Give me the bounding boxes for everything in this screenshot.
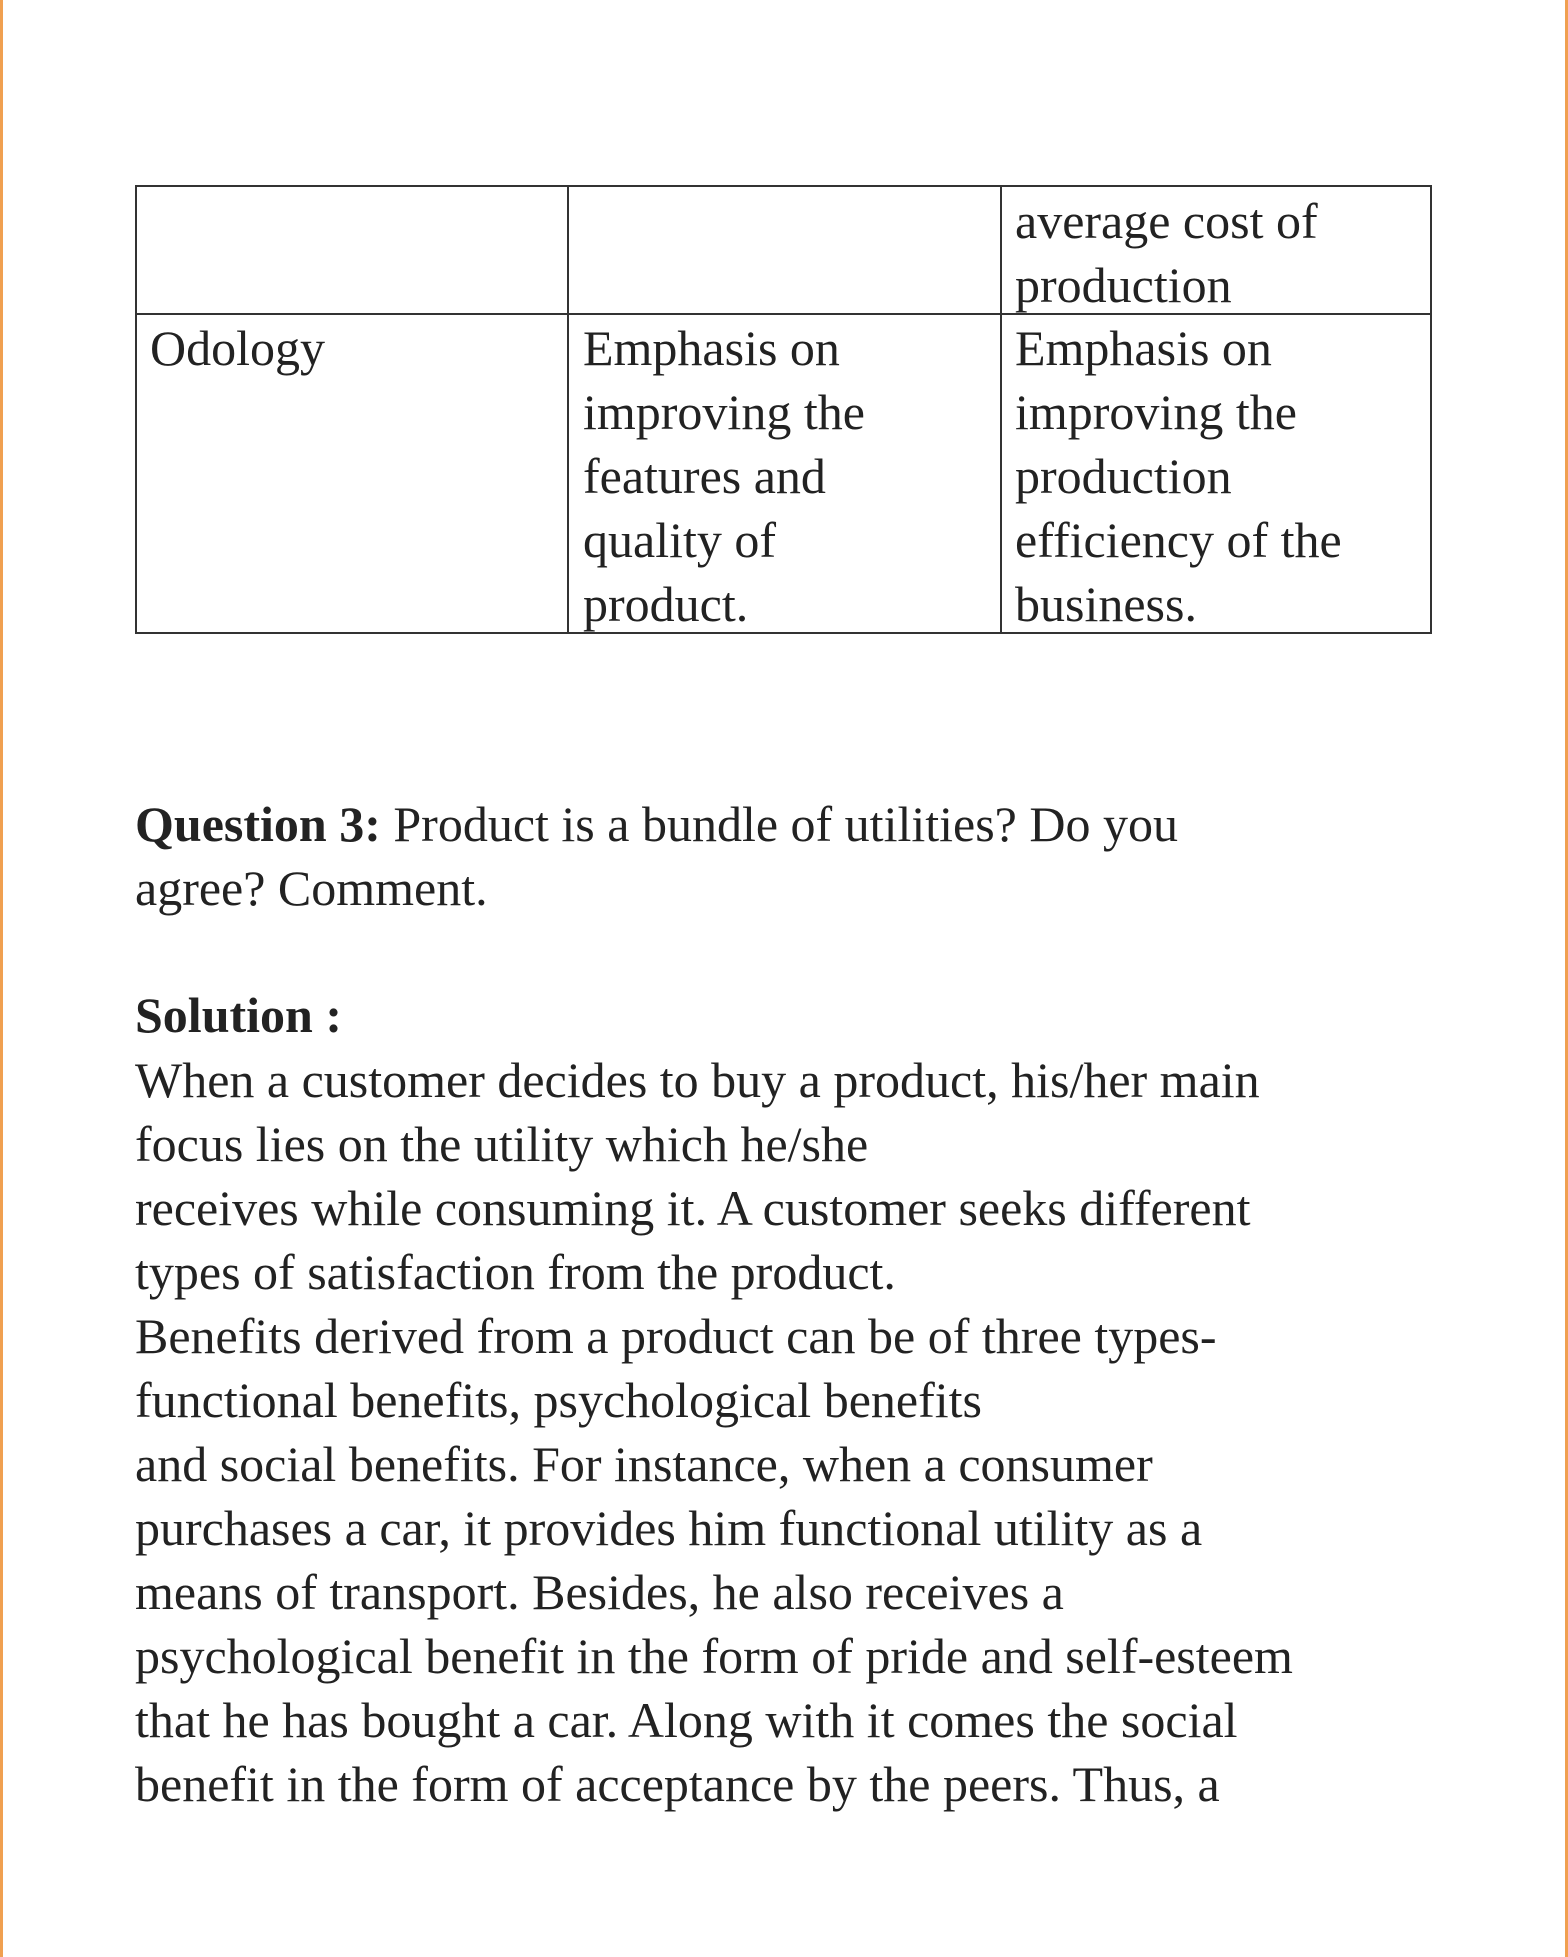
solution-line: types of satisfaction from the product. — [135, 1244, 896, 1300]
solution-line: When a customer decides to buy a product, his/her main — [135, 1052, 1260, 1108]
solution-label: Solution : — [135, 987, 343, 1043]
column-divider — [1000, 187, 1002, 632]
cell-line: production — [1015, 448, 1232, 504]
cell-line: improving the — [1015, 384, 1297, 440]
question-heading — [135, 792, 1178, 856]
cell-line: Emphasis on — [1015, 320, 1272, 376]
solution-line: functional benefits, psychological benefits — [135, 1372, 982, 1428]
question-text-line2: agree? Comment. — [135, 860, 488, 916]
cell-line: features and — [583, 448, 826, 504]
solution-line: purchases a car, it provides him functional utility as a — [135, 1500, 1203, 1556]
cell-line: average cost of — [1015, 193, 1318, 249]
question-text: Product is a bundle of utilities? Do you — [380, 796, 1178, 852]
solution-line: and social benefits. For instance, when a consumer — [135, 1436, 1153, 1492]
column-divider — [567, 187, 569, 632]
solution-line: means of transport. Besides, he also receives a — [135, 1564, 1064, 1620]
solution-line: benefit in the form of acceptance by the peers. Thus, a — [135, 1756, 1220, 1812]
solution-line: receives while consuming it. A customer seeks different — [135, 1180, 1251, 1236]
cell-line: Emphasis on — [583, 320, 840, 376]
cell-line: production — [1015, 257, 1232, 313]
question-label: Question 3: — [135, 796, 381, 852]
cell-line: efficiency of the — [1015, 512, 1342, 568]
cell-line: quality of — [583, 512, 777, 568]
solution-heading — [135, 983, 342, 1047]
cell-line: improving the — [583, 384, 865, 440]
cell-line: Odology — [150, 320, 325, 376]
solution-line: psychological benefit in the form of pride and self-esteem — [135, 1628, 1293, 1684]
row-divider — [137, 313, 1430, 315]
cell-line: business. — [1015, 576, 1197, 632]
solution-line: that he has bought a car. Along with it comes the social — [135, 1692, 1238, 1748]
page-border-left — [0, 0, 3, 1957]
cell-line: product. — [583, 576, 749, 632]
solution-line: focus lies on the utility which he/she — [135, 1116, 869, 1172]
solution-line: Benefits derived from a product can be of three types- — [135, 1308, 1217, 1364]
